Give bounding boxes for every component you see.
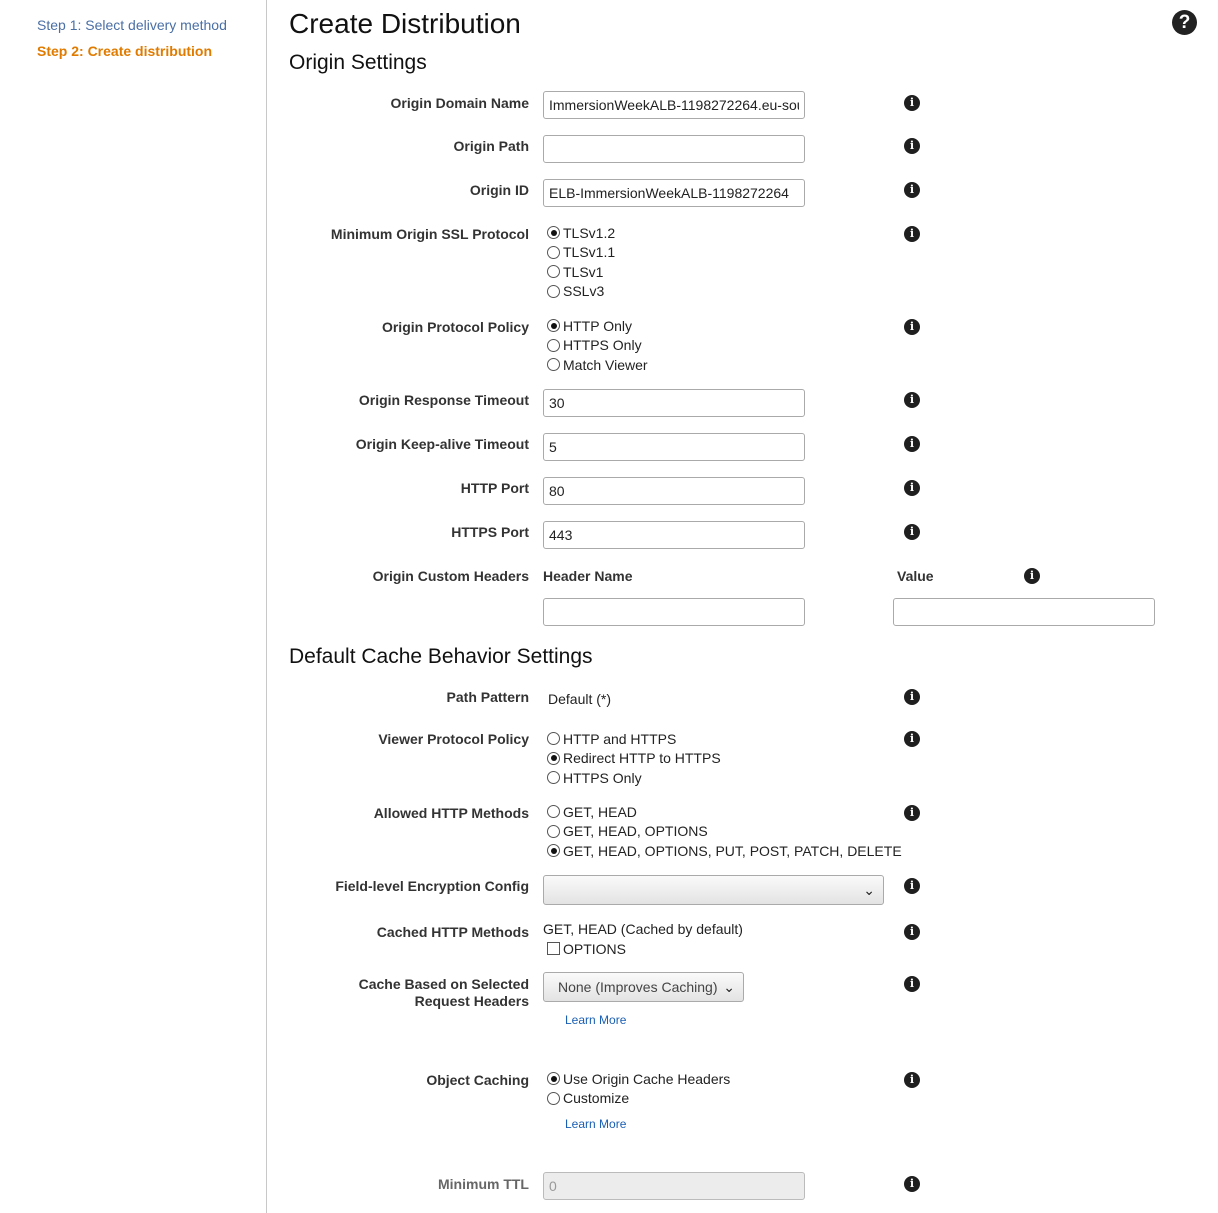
checkbox-option[interactable]: [547, 939, 626, 959]
cache-behavior-heading: Default Cache Behavior Settings: [289, 645, 593, 668]
wizard-sidebar: [0, 0, 267, 1213]
info-icon[interactable]: i: [904, 436, 920, 452]
origin-domain-name-label: Origin Domain Name: [390, 95, 529, 111]
custom-headers-label: Origin Custom Headers: [372, 568, 529, 584]
info-icon[interactable]: i: [904, 924, 920, 940]
step-1-link[interactable]: Step 1: Select delivery method: [37, 17, 227, 33]
radio-button[interactable]: [547, 265, 560, 278]
origin-id-input[interactable]: [543, 179, 805, 207]
header-value-column: Value: [897, 568, 934, 584]
origin-protocol-policy-group: [547, 316, 648, 375]
fle-config-label: Field-level Encryption Config: [335, 878, 529, 894]
radio-label: GET, HEAD, OPTIONS, PUT, POST, PATCH, DELETE: [563, 842, 902, 859]
radio-label: TLSv1.2: [563, 224, 616, 241]
radio-button[interactable]: [547, 285, 560, 298]
learn-more-link[interactable]: Learn More: [565, 1117, 627, 1131]
info-icon[interactable]: i: [904, 878, 920, 894]
radio-label: SSLv3: [563, 283, 605, 300]
radio-option[interactable]: [547, 802, 902, 822]
info-icon[interactable]: i: [1024, 568, 1040, 584]
cached-methods-default: GET, HEAD (Cached by default): [543, 921, 743, 937]
radio-button[interactable]: [547, 358, 560, 371]
radio-option[interactable]: [547, 316, 648, 336]
radio-button[interactable]: [547, 319, 560, 332]
radio-button[interactable]: [547, 732, 560, 745]
info-icon[interactable]: i: [904, 1176, 920, 1192]
keepalive-timeout-label: Origin Keep-alive Timeout: [355, 436, 529, 452]
help-circle-icon[interactable]: ?: [1172, 10, 1197, 35]
radio-option[interactable]: [547, 768, 721, 788]
radio-label: HTTP and HTTPS: [563, 730, 677, 747]
chevron-down-icon: ⌄: [723, 979, 735, 995]
radio-button[interactable]: [547, 771, 560, 784]
info-icon[interactable]: i: [904, 731, 920, 747]
https-port-input[interactable]: [543, 521, 805, 549]
info-icon[interactable]: i: [904, 524, 920, 540]
radio-label: Redirect HTTP to HTTPS: [563, 750, 721, 767]
ssl-protocol-label: Minimum Origin SSL Protocol: [330, 226, 529, 242]
header-name-column: Header Name: [543, 568, 633, 584]
info-icon[interactable]: i: [904, 1072, 920, 1088]
info-icon[interactable]: i: [904, 226, 920, 242]
http-port-input[interactable]: [543, 477, 805, 505]
radio-label: TLSv1.1: [563, 244, 616, 261]
min-ttl-input[interactable]: [543, 1172, 805, 1200]
origin-protocol-policy-label: Origin Protocol Policy: [381, 319, 529, 335]
step-2-current: Step 2: Create distribution: [37, 43, 213, 59]
radio-option[interactable]: [547, 262, 615, 282]
info-icon[interactable]: i: [904, 976, 920, 992]
radio-option[interactable]: [547, 822, 902, 842]
radio-label: GET, HEAD, OPTIONS: [563, 823, 708, 840]
chevron-down-icon: ⌄: [863, 882, 875, 898]
radio-label: HTTP Only: [563, 317, 632, 334]
radio-label: Customize: [563, 1090, 630, 1107]
radio-option[interactable]: [547, 336, 648, 356]
radio-button[interactable]: [547, 1092, 560, 1105]
https-port-label: HTTPS Port: [451, 524, 529, 540]
origin-settings-heading: Origin Settings: [289, 51, 427, 74]
radio-label: HTTPS Only: [563, 337, 642, 354]
page-title: Create Distribution: [289, 8, 521, 39]
radio-button[interactable]: [547, 226, 560, 239]
radio-option[interactable]: [547, 841, 902, 861]
response-timeout-input[interactable]: [543, 389, 805, 417]
info-icon[interactable]: i: [904, 480, 920, 496]
min-ttl-label: Minimum TTL: [438, 1176, 529, 1192]
object-caching-label: Object Caching: [426, 1072, 529, 1088]
viewer-protocol-group: [547, 729, 721, 788]
radio-option[interactable]: [547, 729, 721, 749]
radio-button[interactable]: [547, 246, 560, 259]
info-icon[interactable]: i: [904, 138, 920, 154]
radio-label: TLSv1: [563, 263, 604, 280]
info-icon[interactable]: i: [904, 689, 920, 705]
radio-option[interactable]: [547, 749, 721, 769]
path-pattern-value: Default (*): [548, 691, 612, 707]
info-icon[interactable]: i: [904, 392, 920, 408]
radio-option[interactable]: [547, 243, 615, 263]
cached-methods-label: Cached HTTP Methods: [376, 924, 529, 940]
radio-label: Match Viewer: [563, 356, 648, 373]
info-icon[interactable]: i: [904, 182, 920, 198]
radio-button[interactable]: [547, 752, 560, 765]
ssl-protocol-group: [547, 223, 615, 301]
object-caching-group: [547, 1069, 730, 1108]
origin-domain-name-input[interactable]: [543, 91, 805, 119]
http-port-label: HTTP Port: [460, 480, 529, 496]
radio-label: HTTPS Only: [563, 769, 642, 786]
radio-option[interactable]: [547, 1069, 730, 1089]
request-headers-label: [269, 976, 529, 1010]
radio-label: GET, HEAD: [563, 803, 637, 820]
radio-button[interactable]: [547, 844, 560, 857]
radio-label: Use Origin Cache Headers: [563, 1070, 731, 1087]
radio-button[interactable]: [547, 1072, 560, 1085]
checkbox-label: OPTIONS: [563, 940, 627, 957]
radio-option[interactable]: [547, 1089, 730, 1109]
header-name-input[interactable]: [543, 598, 805, 626]
request-headers-label-line1: Cache Based on Selected: [358, 976, 529, 992]
cached-methods-options: [547, 939, 626, 959]
allowed-methods-group: [547, 802, 902, 861]
info-icon[interactable]: i: [904, 95, 920, 111]
request-headers-label-line2: Request Headers: [414, 993, 529, 1009]
radio-option[interactable]: [547, 282, 615, 302]
allowed-methods-label: Allowed HTTP Methods: [373, 805, 529, 821]
radio-option[interactable]: [547, 223, 615, 243]
fle-config-select[interactable]: [543, 875, 884, 905]
options-checkbox[interactable]: [547, 942, 560, 955]
request-headers-select[interactable]: [543, 972, 744, 1002]
origin-id-label: Origin ID: [469, 182, 529, 198]
origin-path-input[interactable]: [543, 135, 805, 163]
origin-path-label: Origin Path: [453, 138, 529, 154]
viewer-protocol-label: Viewer Protocol Policy: [378, 731, 529, 747]
radio-option[interactable]: [547, 355, 648, 375]
response-timeout-label: Origin Response Timeout: [358, 392, 529, 408]
radio-button[interactable]: [547, 805, 560, 818]
learn-more-link[interactable]: Learn More: [565, 1013, 627, 1027]
info-icon[interactable]: i: [904, 805, 920, 821]
radio-button[interactable]: [547, 825, 560, 838]
info-icon[interactable]: i: [904, 319, 920, 335]
header-value-input[interactable]: [893, 598, 1155, 626]
radio-button[interactable]: [547, 339, 560, 352]
keepalive-timeout-input[interactable]: [543, 433, 805, 461]
path-pattern-label: Path Pattern: [446, 689, 529, 705]
request-headers-value: None (Improves Caching): [558, 979, 718, 995]
